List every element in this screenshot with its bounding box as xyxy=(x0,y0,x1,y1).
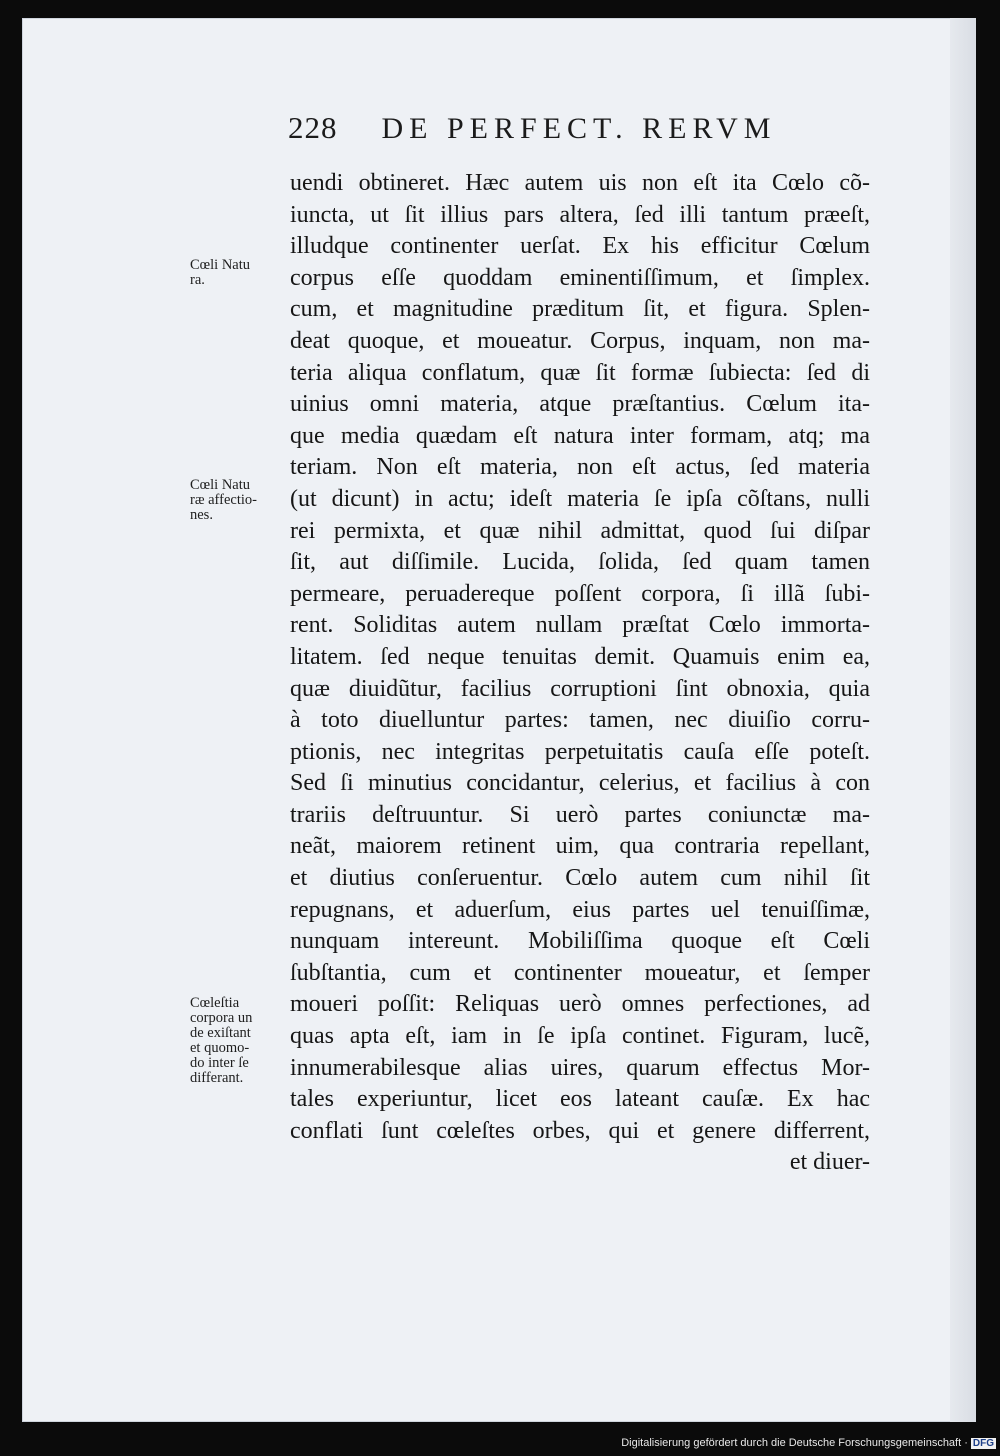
digitization-credit xyxy=(612,1437,996,1453)
text-line: rent. Soliditas autem nullam præſtat Cœlo immorta- xyxy=(290,612,870,639)
note-line: ræ affectio- xyxy=(190,492,257,508)
text-line: trariis deſtruuntur. Si uerò partes coniunctæ ma- xyxy=(290,801,870,828)
running-title: DE PERFECT. RERVM xyxy=(381,112,777,145)
running-head xyxy=(288,110,828,154)
body-text xyxy=(290,168,870,1179)
text-line: ptionis, nec integritas perpetuitatis cauſa eſſe poteſt. xyxy=(290,738,870,765)
text-line: deat quoque, et moueatur. Corpus, inquam, non ma- xyxy=(290,327,870,354)
text-line: neãt, maiorem retinent uim, qua contraria repellant, xyxy=(290,833,870,860)
text-line: innumerabilesque alias uires, quarum effectus Mor- xyxy=(290,1054,870,1081)
text-line: teriam. Non eſt materia, non eſt actus, ſed materia xyxy=(290,454,870,481)
text-line: teria aliqua conflatum, quæ ſit formæ ſubiecta: ſed di xyxy=(290,359,870,386)
note-line: Cœleſtia xyxy=(190,995,240,1011)
credit-text: Digitalisierung gefördert durch die Deutsche Forschungsgemeinschaft · xyxy=(621,1437,968,1449)
text-line: et diutius conſeruentur. Cœlo autem cum nihil ſit xyxy=(290,865,870,892)
text-line: ſit, aut diſſimile. Lucida, ſolida, ſed quam tamen xyxy=(290,549,870,576)
note-line: de exiſtant xyxy=(190,1025,251,1041)
text-line: repugnans, et aduerſum, eius partes uel tenuiſſimæ, xyxy=(290,896,870,923)
marginal-note xyxy=(190,478,280,523)
text-line: tales experiuntur, licet eos lateant cauſæ. Ex hac xyxy=(290,1086,870,1113)
text-line: rei permixta, et quæ nihil admittat, quod ſui diſpar xyxy=(290,517,870,544)
text-line: à toto diuelluntur partes: tamen, nec diuiſio corru- xyxy=(290,707,870,734)
text-line: (ut dicunt) in actu; ideſt materia ſe ipſa cõſtans, nulli xyxy=(290,485,870,512)
page-number: 228 xyxy=(288,110,338,145)
note-line: differant. xyxy=(190,1070,244,1086)
text-line: iuncta, ut ſit illius pars altera, ſed illi tantum præeſt, xyxy=(290,201,870,228)
text-line: quæ diuidũtur, facilius corruptioni ſint obnoxia, quia xyxy=(290,675,870,702)
note-line: et quomo- xyxy=(190,1040,250,1056)
dfg-logo: DFG xyxy=(972,1437,994,1449)
note-line: Cœli Natu xyxy=(190,257,251,273)
text-line: que media quædam eſt natura inter formam, atq; ma xyxy=(290,422,870,449)
note-line: do inter ſe xyxy=(190,1055,249,1071)
marginal-note xyxy=(190,996,280,1086)
note-line: nes. xyxy=(190,507,213,523)
text-line: ſubſtantia, cum et continenter moueatur, et ſemper xyxy=(290,959,870,986)
text-line: uinius omni materia, atque præſtantius. Cœlum ita- xyxy=(290,391,870,418)
text-line: Sed ſi minutius concidantur, celerius, et facilius à con xyxy=(290,770,870,797)
text-line: permeare, peruadereque poſſent corpora, ſi illã ſubi- xyxy=(290,580,870,607)
note-line: ra. xyxy=(190,272,205,288)
text-line: uendi obtineret. Hæc autem uis non eſt ita Cœlo cõ- xyxy=(290,170,870,196)
text-line: quas apta eſt, iam in ſe ipſa continet. Figuram, lucẽ, xyxy=(290,1023,870,1050)
note-line: corpora un xyxy=(190,1010,253,1026)
text-line: litatem. ſed neque tenuitas demit. Quamuis enim ea, xyxy=(290,643,870,670)
text-line: illudque continenter uerſat. Ex his efficitur Cœlum xyxy=(290,233,870,260)
text-line: cum, et magnitudine præditum ſit, et figura. Splen- xyxy=(290,296,870,323)
text-line: conflati ſunt cœleſtes orbes, qui et genere differrent, xyxy=(290,1117,870,1144)
marginal-note xyxy=(190,258,280,288)
text-line: nunquam intereunt. Mobiliſſima quoque eſt Cœli xyxy=(290,928,870,955)
page-edge xyxy=(950,18,976,1422)
note-line: Cœli Natu xyxy=(190,477,251,493)
text-line: corpus eſſe quoddam eminentiſſimum, et ſimplex. xyxy=(290,264,870,291)
text-line: moueri poſſit: Reliquas uerò omnes perfectiones, ad xyxy=(290,991,870,1018)
catchword: et diuer- xyxy=(789,1149,870,1176)
